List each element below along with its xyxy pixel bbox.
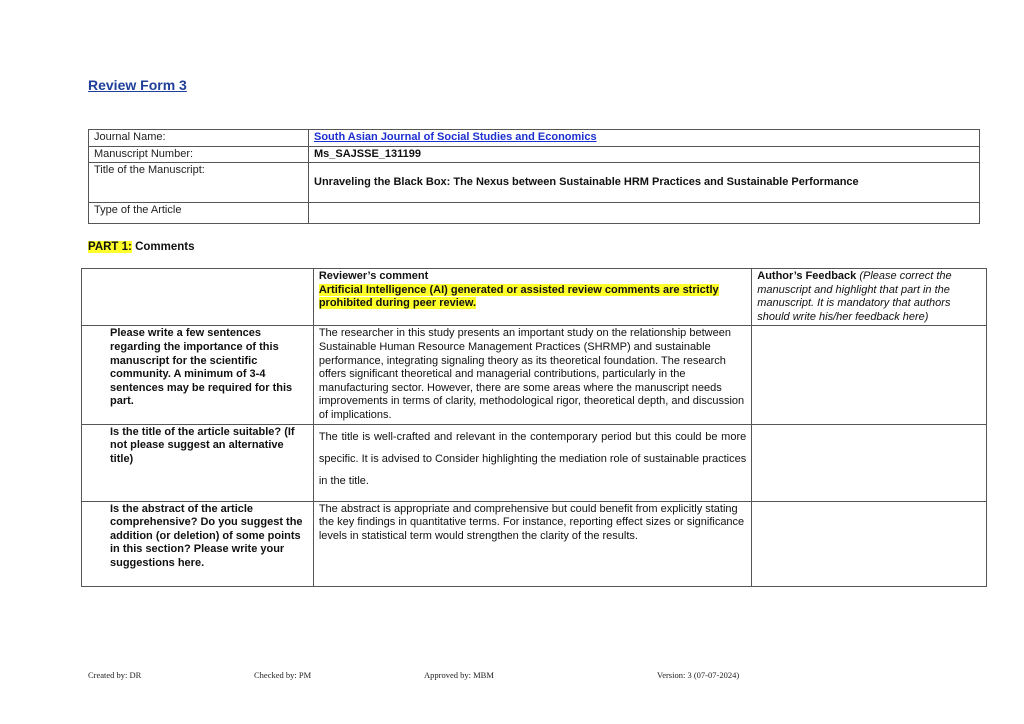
article-type-value[interactable]: [309, 203, 980, 224]
manuscript-title-value: Unraveling the Black Box: The Nexus between Sustainable HRM Practices and Sustainable Performance: [309, 163, 980, 203]
reviewer-comment-label: Reviewer’s comment: [318, 270, 429, 282]
manuscript-info-table: [88, 129, 980, 224]
journal-name-label: Journal Name:: [89, 130, 309, 147]
author-feedback-title[interactable]: [752, 424, 987, 501]
part1-heading: [88, 241, 195, 253]
question-abstract: Is the abstract of the article comprehensive? Do you suggest the addition (or deletion) of some points in this section? Please write your suggestions here.: [82, 501, 314, 586]
article-type-label: Type of the Article: [89, 203, 309, 224]
author-feedback-abstract[interactable]: [752, 501, 987, 586]
manuscript-number-row: [89, 146, 980, 163]
manuscript-number-label: Manuscript Number:: [89, 146, 309, 163]
comment-row-importance: [82, 326, 987, 424]
question-title: Is the title of the article suitable? (If not please suggest an alternative title): [82, 424, 314, 501]
journal-name-row: [89, 130, 980, 147]
comment-row-abstract: [82, 501, 987, 586]
ai-prohibition-warning: Artificial Intelligence (AI) generated or assisted review comments are strictly prohibited during peer review.: [318, 283, 719, 310]
comments-table: [81, 268, 987, 587]
manuscript-title-row: [89, 163, 980, 203]
journal-name-link[interactable]: South Asian Journal of Social Studies and Economics: [314, 131, 597, 143]
reviewer-comment-header: [313, 269, 751, 326]
footer-created-by: Created by: DR: [88, 670, 142, 680]
form-title: Review Form 3: [88, 77, 187, 93]
author-feedback-importance[interactable]: [752, 326, 987, 424]
footer-approved-by: Approved by: MBM: [424, 670, 494, 680]
manuscript-title-label: Title of the Manuscript:: [89, 163, 309, 203]
question-importance: Please write a few sentences regarding the importance of this manuscript for the scientific community. A minimum of 3-4 sentences may be required for this part.: [82, 326, 314, 424]
author-feedback-label: Author’s Feedback: [757, 270, 857, 282]
comments-header-row: [82, 269, 987, 326]
reviewer-comment-title[interactable]: The title is well-crafted and relevant in the contemporary period but this could be more specific. It is advised to Consider highlighting the mediation role of sustainable practices in the title.: [313, 424, 751, 501]
part1-title: Comments: [131, 241, 195, 253]
comment-row-title: [82, 424, 987, 501]
article-type-row: [89, 203, 980, 224]
question-header-cell: [82, 269, 314, 326]
footer-checked-by: Checked by: PM: [254, 670, 312, 680]
footer-version: Version: 3 (07-07-2024): [657, 670, 740, 680]
reviewer-comment-importance[interactable]: The researcher in this study presents an important study on the relationship between Sustainable Human Resource Management Practices (SHRMP) and sustainable performance, integrating signaling theory as its theoretical foundation. The research offers significant theoretical and managerial contributions, particularly in the manufacturing sector. However, there are some areas where the manuscript needs improvements in terms of clarity, methodological rigor, theoretical depth, and discussion of implications.: [313, 326, 751, 424]
author-feedback-note: (Please correct the manuscript and highlight that part in the manuscript. It is mandatory that authors should write his/her feedback here): [757, 270, 952, 323]
part1-label: PART 1:: [88, 241, 132, 253]
reviewer-comment-abstract[interactable]: The abstract is appropriate and comprehensive but could benefit from explicitly stating the key findings in quantitative terms. For instance, reporting effect sizes or significance levels in statistical term would strengthen the clarity of the results.: [313, 501, 751, 586]
author-feedback-header: [752, 269, 987, 326]
manuscript-number-value: Ms_SAJSSE_131199: [309, 146, 980, 163]
